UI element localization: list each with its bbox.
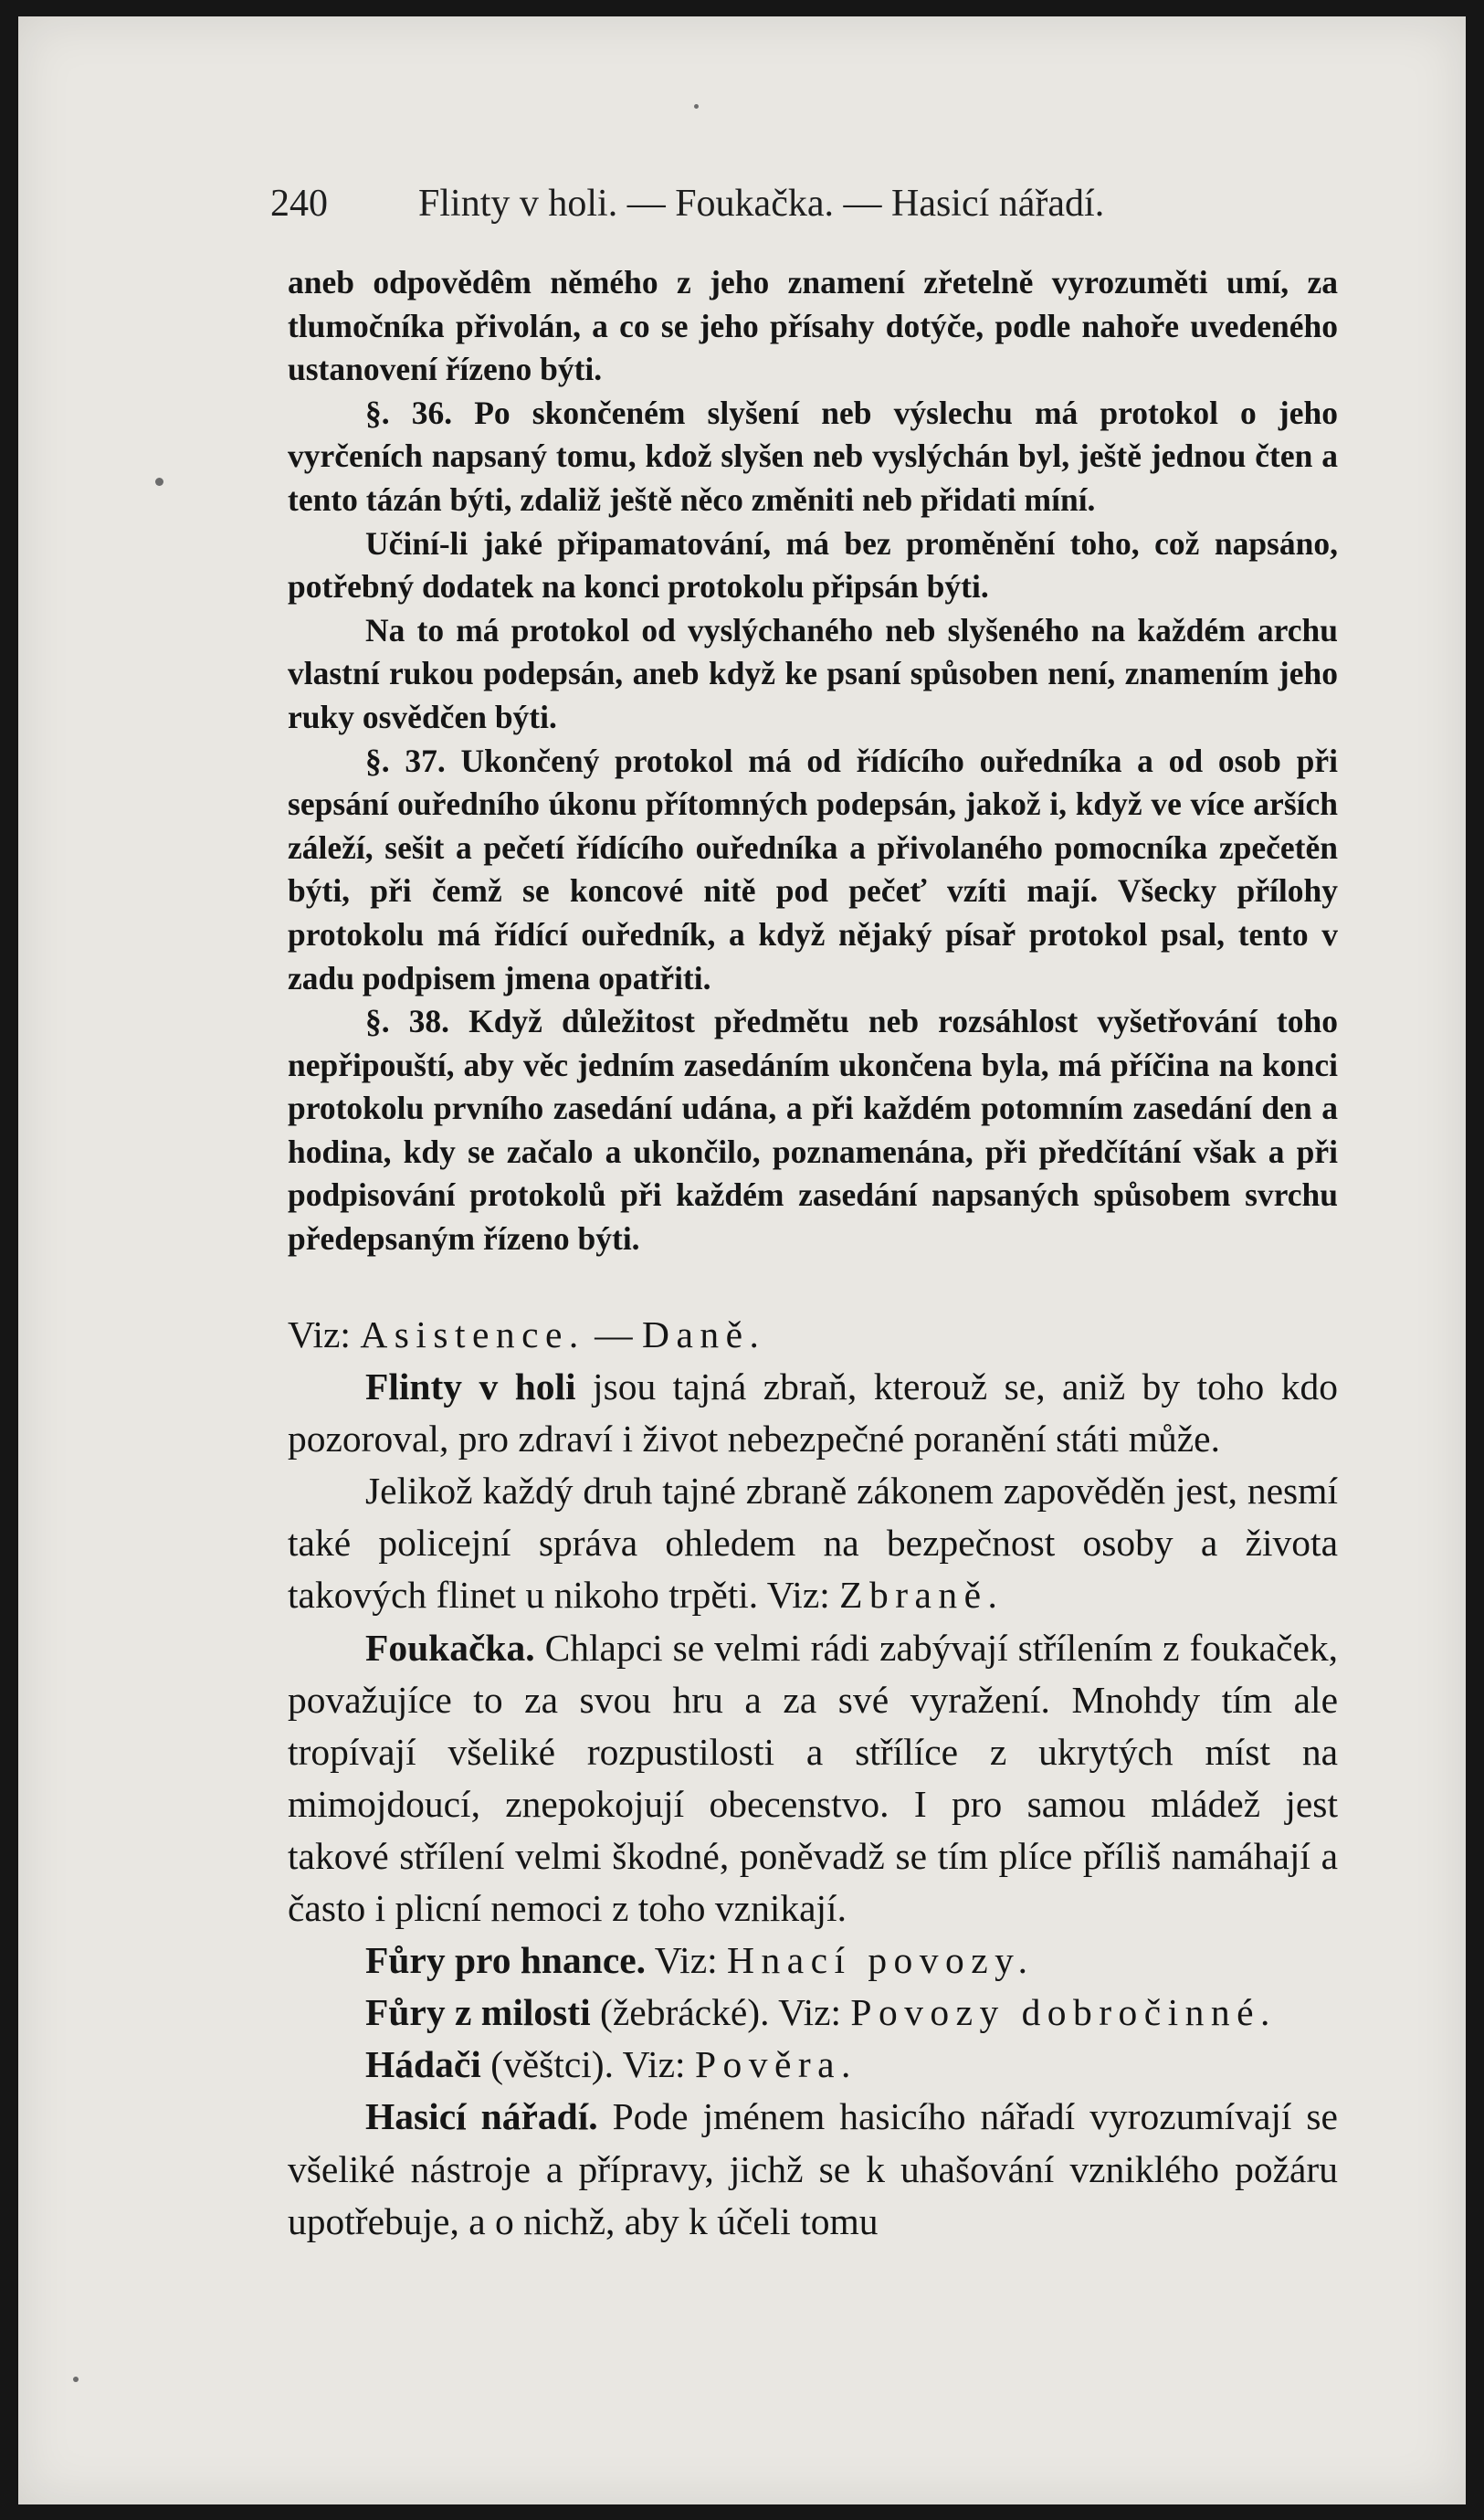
entry-ref: Zbraně. xyxy=(839,1574,1005,1617)
entry-ref: Povozy dobročinné. xyxy=(850,1991,1277,2034)
viz-line xyxy=(288,1309,1338,1361)
paragraph-signature: Na to má protokol od vyslýchaného neb slyšeného na každém archu vlastní rukou podepsán, aneb když ke psaní spůsoben není, znamením jeho ruky osvědčen býti. xyxy=(288,611,1338,735)
paper-speck xyxy=(73,2377,79,2382)
entry-term: Foukačka. xyxy=(365,1626,535,1669)
entry-flinty-continued xyxy=(288,1465,1338,1621)
paper-speck xyxy=(155,478,163,486)
entry-term: Hádači xyxy=(365,2043,481,2086)
entry-fury-milosti xyxy=(288,1987,1338,2039)
entry-ref: Hnací povozy. xyxy=(727,1939,1035,1982)
entry-text: (věštci). Viz: xyxy=(480,2043,695,2086)
paper-speck xyxy=(694,104,699,109)
entry-term: Flinty v holi xyxy=(365,1365,576,1408)
viz-label: Viz: xyxy=(288,1313,351,1355)
entry-text: (žebrácké). Viz: xyxy=(590,1991,851,2034)
entry-fury-hnance xyxy=(288,1935,1338,1987)
page-header xyxy=(270,167,1202,240)
entry-text: Jelikož každý druh tajné zbraně zákonem zapověděn jest, nesmí také policejní správa ohledem na bezpečnost osoby a života takových flinet u nikoho trpěti. Viz: xyxy=(288,1470,1338,1617)
page-number: 240 xyxy=(270,183,328,225)
entry-hasici xyxy=(288,2091,1338,2247)
entry-text: Chlapci se velmi rádi zabývají střílením z foukaček, považujíce to za svou hru a za své vyražení. Mnohdy tím ale tropívají všeliké rozpustilosti a střílíce z ukrytých míst na mimojdoucí, znepokojují obecenstvo. I pro samou mládež jest takové střílení velmi škodné, poněvadž se tím plíce příliš namáhají a často i plicní nemoci z toho vznikají. xyxy=(288,1626,1338,1930)
paragraph-addendum: Učiní-li jaké připamatování, má bez proměnění toho, což napsáno, potřebný dodatek na konci protokolu připsán býti. xyxy=(288,524,1338,606)
entry-ref: Pověra. xyxy=(694,2043,858,2086)
entry-term: Fůry pro hnance. xyxy=(365,1939,647,1982)
viz-dash: — xyxy=(595,1313,633,1355)
entry-term: Fůry z milosti xyxy=(365,1991,591,2034)
entry-text: jsou tajná zbraň, kterouž se, aniž by toho kdo pozoroval, pro zdraví i život nebezpečné poranění státi může. xyxy=(288,1365,1338,1460)
viz-ref-dane: Daně. xyxy=(642,1313,766,1355)
entry-text: Viz: xyxy=(646,1939,728,1982)
entry-term: Hasicí nářadí. xyxy=(365,2095,598,2138)
paragraph-section-37: §. 37. Ukončený protokol má od řídícího ouředníka a od osob při sepsání ouředního úkonu přítomných podepsán, jakož i, když ve více arších záleží, sešit a pečetí řídícího ouředníka a přivolaného pomocníka zpečetěn býti, při čemž se koncové nitě pod pečeť vzíti mají. Všecky přílohy protokolu má řídící ouředník, a když nějaký písař protokol psal, tento v zadu podpisem jmena opatřiti. xyxy=(288,742,1338,996)
entry-foukacka xyxy=(288,1622,1338,1935)
entry-text: Pode jménem hasicího nářadí vyrozumívají se všeliké nástroje a přípravy, jichž se k uhašování vzniklého požáru upotřebuje, a o nichž, aby k účeli tomu xyxy=(288,2095,1338,2242)
paragraph-section-36: §. 36. Po skončeném slyšení neb výslechu má protokol o jeho vyrčeních napsaný tomu, kdož slyšen neb vyslýchán byl, ještě jednou čten a tento tázán býti, zdaliž ještě něco změniti neb přidati míní. xyxy=(288,394,1338,518)
small-print-section xyxy=(288,261,1338,1261)
viz-ref-asistence: Asistence. xyxy=(360,1313,585,1355)
entry-hadaci xyxy=(288,2039,1338,2091)
paragraph-continuation: aneb odpovědêm němého z jeho znamení zřetelně vyrozuměti umí, za tlumočníka přivolán, a co se jeho přísahy dotýče, podle nahoře uvedeného ustanovení řízeno býti. xyxy=(288,264,1338,388)
paragraph-section-38: §. 38. Když důležitost předmětu neb rozsáhlost vyšetřování toho nepřipouští, aby věc jedním zasedáním ukončena byla, má příčina na konci protokolu prvního zasedání udána, a při každém potomním zasedání den a hodina, kdy se začalo a ukončilo, poznamenána, při předčítání však a při podpisování protokolů při každém zasedání napsaných spůsobem svrchu předepsaným řízeno býti. xyxy=(288,1003,1338,1258)
book-page xyxy=(18,16,1466,2504)
entries-section xyxy=(288,1309,1338,2248)
running-title: Flinty v holi. — Foukačka. — Hasicí nářadí. xyxy=(418,183,1105,225)
entry-flinty xyxy=(288,1361,1338,1465)
